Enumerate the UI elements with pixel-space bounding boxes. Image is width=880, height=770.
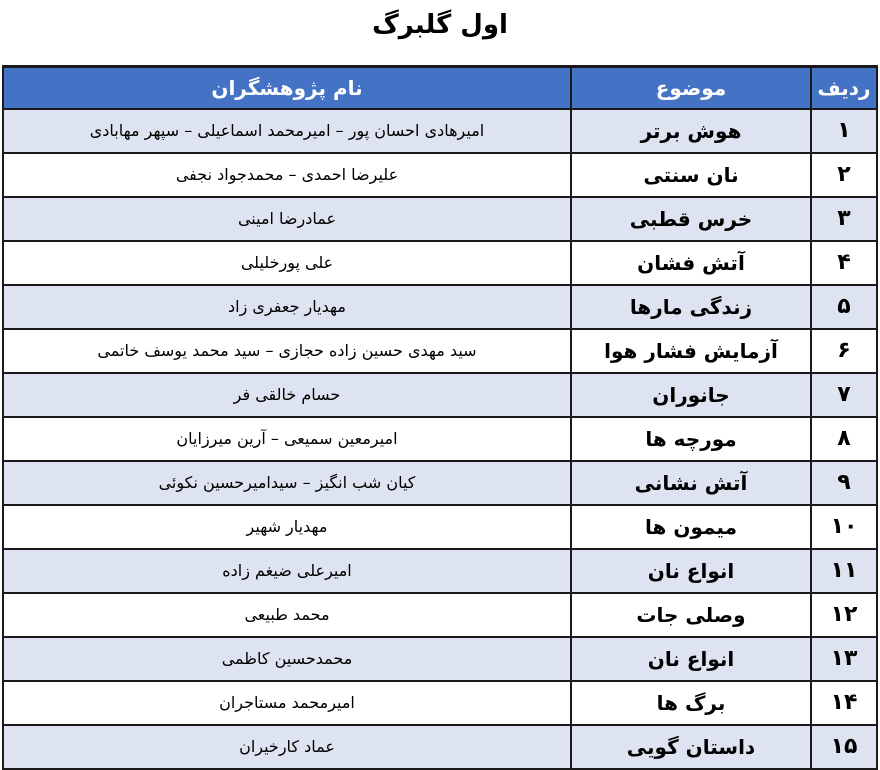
table-row bbox=[3, 505, 877, 549]
topic-cell: برگ ها bbox=[571, 681, 811, 725]
researchers-cell: مهدیار شهیر bbox=[3, 505, 571, 549]
researchers-cell: حسام خالقی فر bbox=[3, 373, 571, 417]
researchers-cell: مهدیار جعفری زاد bbox=[3, 285, 571, 329]
table-row bbox=[3, 241, 877, 285]
topic-cell: زندگی مارها bbox=[571, 285, 811, 329]
researchers-cell: علیرضا احمدی – محمدجواد نجفی bbox=[3, 153, 571, 197]
topic-cell: آزمایش فشار هوا bbox=[571, 329, 811, 373]
researchers-cell: امیرمحمد مستاجران bbox=[3, 681, 571, 725]
topic-cell: خرس قطبی bbox=[571, 197, 811, 241]
header-row-number: ردیف bbox=[811, 67, 877, 109]
researchers-cell: علی پورخلیلی bbox=[3, 241, 571, 285]
row-number-cell: ۲ bbox=[811, 153, 877, 197]
table-row bbox=[3, 197, 877, 241]
table-row bbox=[3, 461, 877, 505]
topic-cell: داستان گویی bbox=[571, 725, 811, 769]
table-row bbox=[3, 417, 877, 461]
researchers-cell: محمدحسین کاظمی bbox=[3, 637, 571, 681]
researchers-table bbox=[2, 65, 878, 770]
table-row bbox=[3, 285, 877, 329]
row-number-cell: ۱۴ bbox=[811, 681, 877, 725]
row-number-cell: ۵ bbox=[811, 285, 877, 329]
researchers-cell: امیرهادی احسان پور – امیرمحمد اسماعیلی – سپهر مهابادی bbox=[3, 109, 571, 153]
row-number-cell: ۱۳ bbox=[811, 637, 877, 681]
table-row bbox=[3, 153, 877, 197]
header-topic: موضوع bbox=[571, 67, 811, 109]
row-number-cell: ۱۲ bbox=[811, 593, 877, 637]
row-number-cell: ۳ bbox=[811, 197, 877, 241]
topic-cell: جانوران bbox=[571, 373, 811, 417]
table-row bbox=[3, 329, 877, 373]
topic-cell: مورچه ها bbox=[571, 417, 811, 461]
row-number-cell: ۱۵ bbox=[811, 725, 877, 769]
row-number-cell: ۱ bbox=[811, 109, 877, 153]
topic-cell: هوش برتر bbox=[571, 109, 811, 153]
table-row bbox=[3, 593, 877, 637]
topic-cell: آتش نشانی bbox=[571, 461, 811, 505]
table-header-row bbox=[3, 67, 877, 109]
row-number-cell: ۷ bbox=[811, 373, 877, 417]
researchers-cell: عمادرضا امینی bbox=[3, 197, 571, 241]
table-row bbox=[3, 637, 877, 681]
row-number-cell: ۱۰ bbox=[811, 505, 877, 549]
topic-cell: وصلی جات bbox=[571, 593, 811, 637]
row-number-cell: ۱۱ bbox=[811, 549, 877, 593]
row-number-cell: ۶ bbox=[811, 329, 877, 373]
row-number-cell: ۹ bbox=[811, 461, 877, 505]
page-title: اول گلبرگ bbox=[372, 10, 508, 40]
topic-cell: انواع نان bbox=[571, 637, 811, 681]
researchers-cell: محمد طبیعی bbox=[3, 593, 571, 637]
table-row bbox=[3, 373, 877, 417]
row-number-cell: ۴ bbox=[811, 241, 877, 285]
header-researchers: نام پژوهشگران bbox=[3, 67, 571, 109]
researchers-cell: کیان شب انگیز – سیدامیرحسین نکوئی bbox=[3, 461, 571, 505]
table-row bbox=[3, 681, 877, 725]
topic-cell: آتش فشان bbox=[571, 241, 811, 285]
researchers-cell: امیرمعین سمیعی – آرین میرزایان bbox=[3, 417, 571, 461]
topic-cell: میمون ها bbox=[571, 505, 811, 549]
topic-cell: انواع نان bbox=[571, 549, 811, 593]
topic-cell: نان سنتی bbox=[571, 153, 811, 197]
table-row bbox=[3, 725, 877, 769]
table-row bbox=[3, 549, 877, 593]
row-number-cell: ۸ bbox=[811, 417, 877, 461]
researchers-cell: امیرعلی ضیغم زاده bbox=[3, 549, 571, 593]
table-row bbox=[3, 109, 877, 153]
researchers-cell: عماد کارخیران bbox=[3, 725, 571, 769]
researchers-cell: سید مهدی حسین زاده حجازی – سید محمد یوسف خاتمی bbox=[3, 329, 571, 373]
